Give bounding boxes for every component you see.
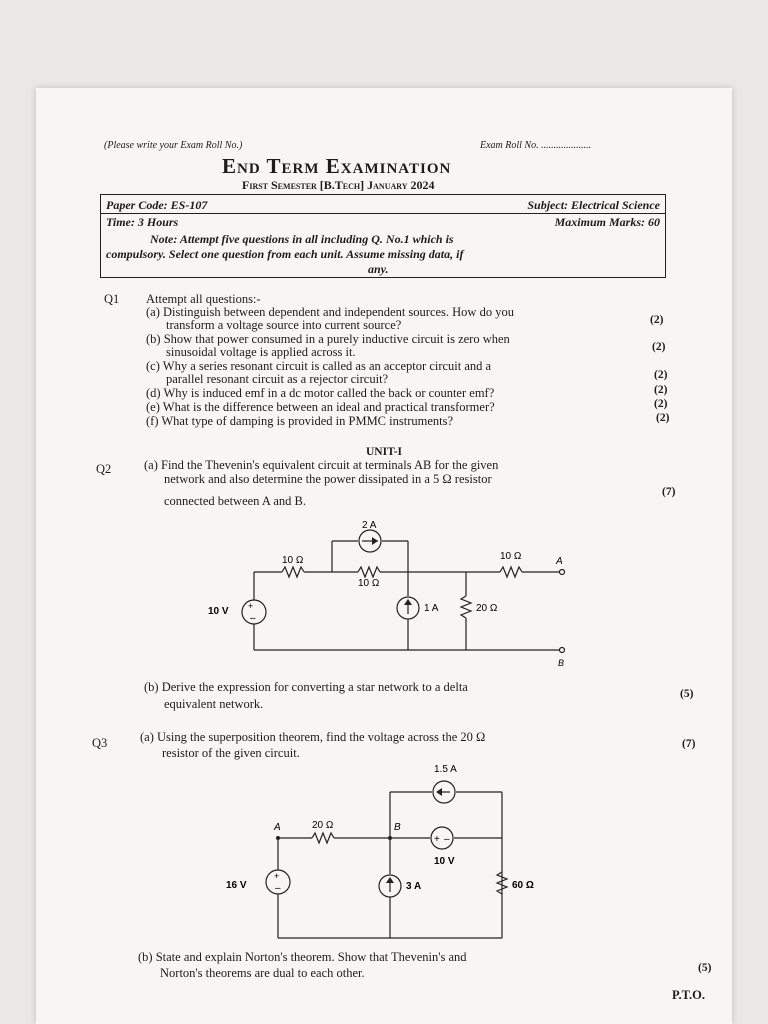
- q2-label-r1: 10 Ω: [282, 555, 304, 566]
- roll-note: (Please write your Exam Roll No.): [104, 140, 243, 151]
- q3-number: Q3: [92, 736, 108, 750]
- q2-b-marks: (5): [680, 688, 694, 700]
- q2-number: Q2: [96, 462, 112, 476]
- svg-text:+: +: [274, 871, 280, 881]
- svg-text:–: –: [275, 883, 281, 894]
- max-marks: Maximum Marks: 60: [554, 215, 660, 229]
- note-line-1: Note: Attempt five questions in all including Q. No.1 which is: [150, 232, 454, 246]
- q3-node-b: B: [394, 822, 401, 833]
- q1-c-line1: (c) Why a series resonant circuit is called as an acceptor circuit and a: [146, 359, 492, 373]
- roll-label: Exam Roll No. ....................: [480, 140, 592, 151]
- q2-label-r2: 10 Ω: [358, 578, 380, 589]
- q2-a-line3: connected between A and B.: [164, 494, 306, 508]
- q2-a-marks: (7): [662, 486, 676, 498]
- q3-label-r1: 20 Ω: [312, 820, 334, 831]
- q1-e: (e) What is the difference between an ideal and practical transformer?: [146, 400, 495, 414]
- time-allowed: Time: 3 Hours: [106, 215, 179, 229]
- q2-terminal-b: B: [558, 658, 565, 668]
- note-line-2: compulsory. Select one question from each unit. Assume missing data, if: [106, 247, 464, 261]
- q1-f-marks: (2): [656, 412, 670, 424]
- q2-label-2a: 2 A: [362, 520, 377, 531]
- q3-label-16v: 16 V: [226, 880, 247, 891]
- svg-text:–: –: [250, 613, 256, 624]
- q1-b-line2: sinusoidal voltage is applied across it.: [166, 345, 356, 359]
- q3-label-10v: 10 V: [434, 856, 455, 867]
- q1-intro: Attempt all questions:-: [146, 292, 261, 306]
- paper-code: Paper Code: ES-107: [106, 198, 208, 212]
- subject: Subject: Electrical Science: [527, 198, 660, 212]
- q1-a-line2: transform a voltage source into current source?: [166, 318, 402, 332]
- pto-label: P.T.O.: [672, 988, 705, 1002]
- q1-e-marks: (2): [654, 398, 668, 410]
- q2-b-line1: (b) Derive the expression for converting a star network to a delta: [144, 680, 468, 694]
- q2-terminal-a: A: [556, 556, 563, 567]
- q3-b-line2: Norton's theorems are dual to each other.: [160, 966, 365, 980]
- q1-b-line1: (b) Show that power consumed in a purely inductive circuit is zero when: [146, 332, 510, 346]
- q3-b-line1: (b) State and explain Norton's theorem. Show that Thevenin's and: [138, 950, 467, 964]
- q1-a-line1: (a) Distinguish between dependent and independent sources. How do you: [146, 305, 514, 319]
- note-line-3: any.: [368, 262, 389, 276]
- q2-label-isrc: 1 A: [424, 603, 439, 614]
- q2-label-r4: 20 Ω: [476, 603, 498, 614]
- unit-1-heading: UNIT-I: [366, 446, 403, 458]
- svg-text:+: +: [248, 601, 254, 611]
- q1-d-marks: (2): [654, 384, 668, 396]
- page-subtitle: First Semester [B.Tech] January 2024: [242, 178, 435, 192]
- q2-label-vsrc: 10 V: [208, 606, 229, 617]
- q3-b-marks: (5): [698, 962, 712, 974]
- q1-a-marks: (2): [650, 314, 664, 326]
- q3-label-3a: 3 A: [406, 881, 422, 892]
- q3-a-line1: (a) Using the superposition theorem, find the voltage across the 20 Ω: [140, 730, 486, 744]
- q3-a-line2: resistor of the given circuit.: [162, 746, 300, 760]
- q3-a-marks: (7): [682, 738, 696, 750]
- q1-number: Q1: [104, 292, 120, 306]
- q2-b-line2: equivalent network.: [164, 697, 264, 711]
- q2-a-line2: network and also determine the power dissipated in a 5 Ω resistor: [164, 472, 492, 486]
- q1-c-line2: parallel resonant circuit as a rejector circuit?: [166, 372, 389, 386]
- q2-a-line1: (a) Find the Thevenin's equivalent circuit at terminals AB for the given: [144, 458, 499, 472]
- page-title: End Term Examination: [222, 154, 452, 178]
- q3-label-r2: 60 Ω: [512, 880, 534, 891]
- q3-node-a: A: [274, 822, 281, 833]
- q1-f: (f) What type of damping is provided in PMMC instruments?: [146, 414, 454, 428]
- q2-label-r3: 10 Ω: [500, 551, 522, 562]
- q1-b-marks: (2): [652, 341, 666, 353]
- q1-d: (d) Why is induced emf in a dc motor called the back or counter emf?: [146, 386, 495, 400]
- q1-c-marks: (2): [654, 369, 668, 381]
- svg-text:+: +: [434, 834, 440, 845]
- svg-text:–: –: [444, 834, 450, 845]
- q3-label-1-5a: 1.5 A: [434, 764, 457, 775]
